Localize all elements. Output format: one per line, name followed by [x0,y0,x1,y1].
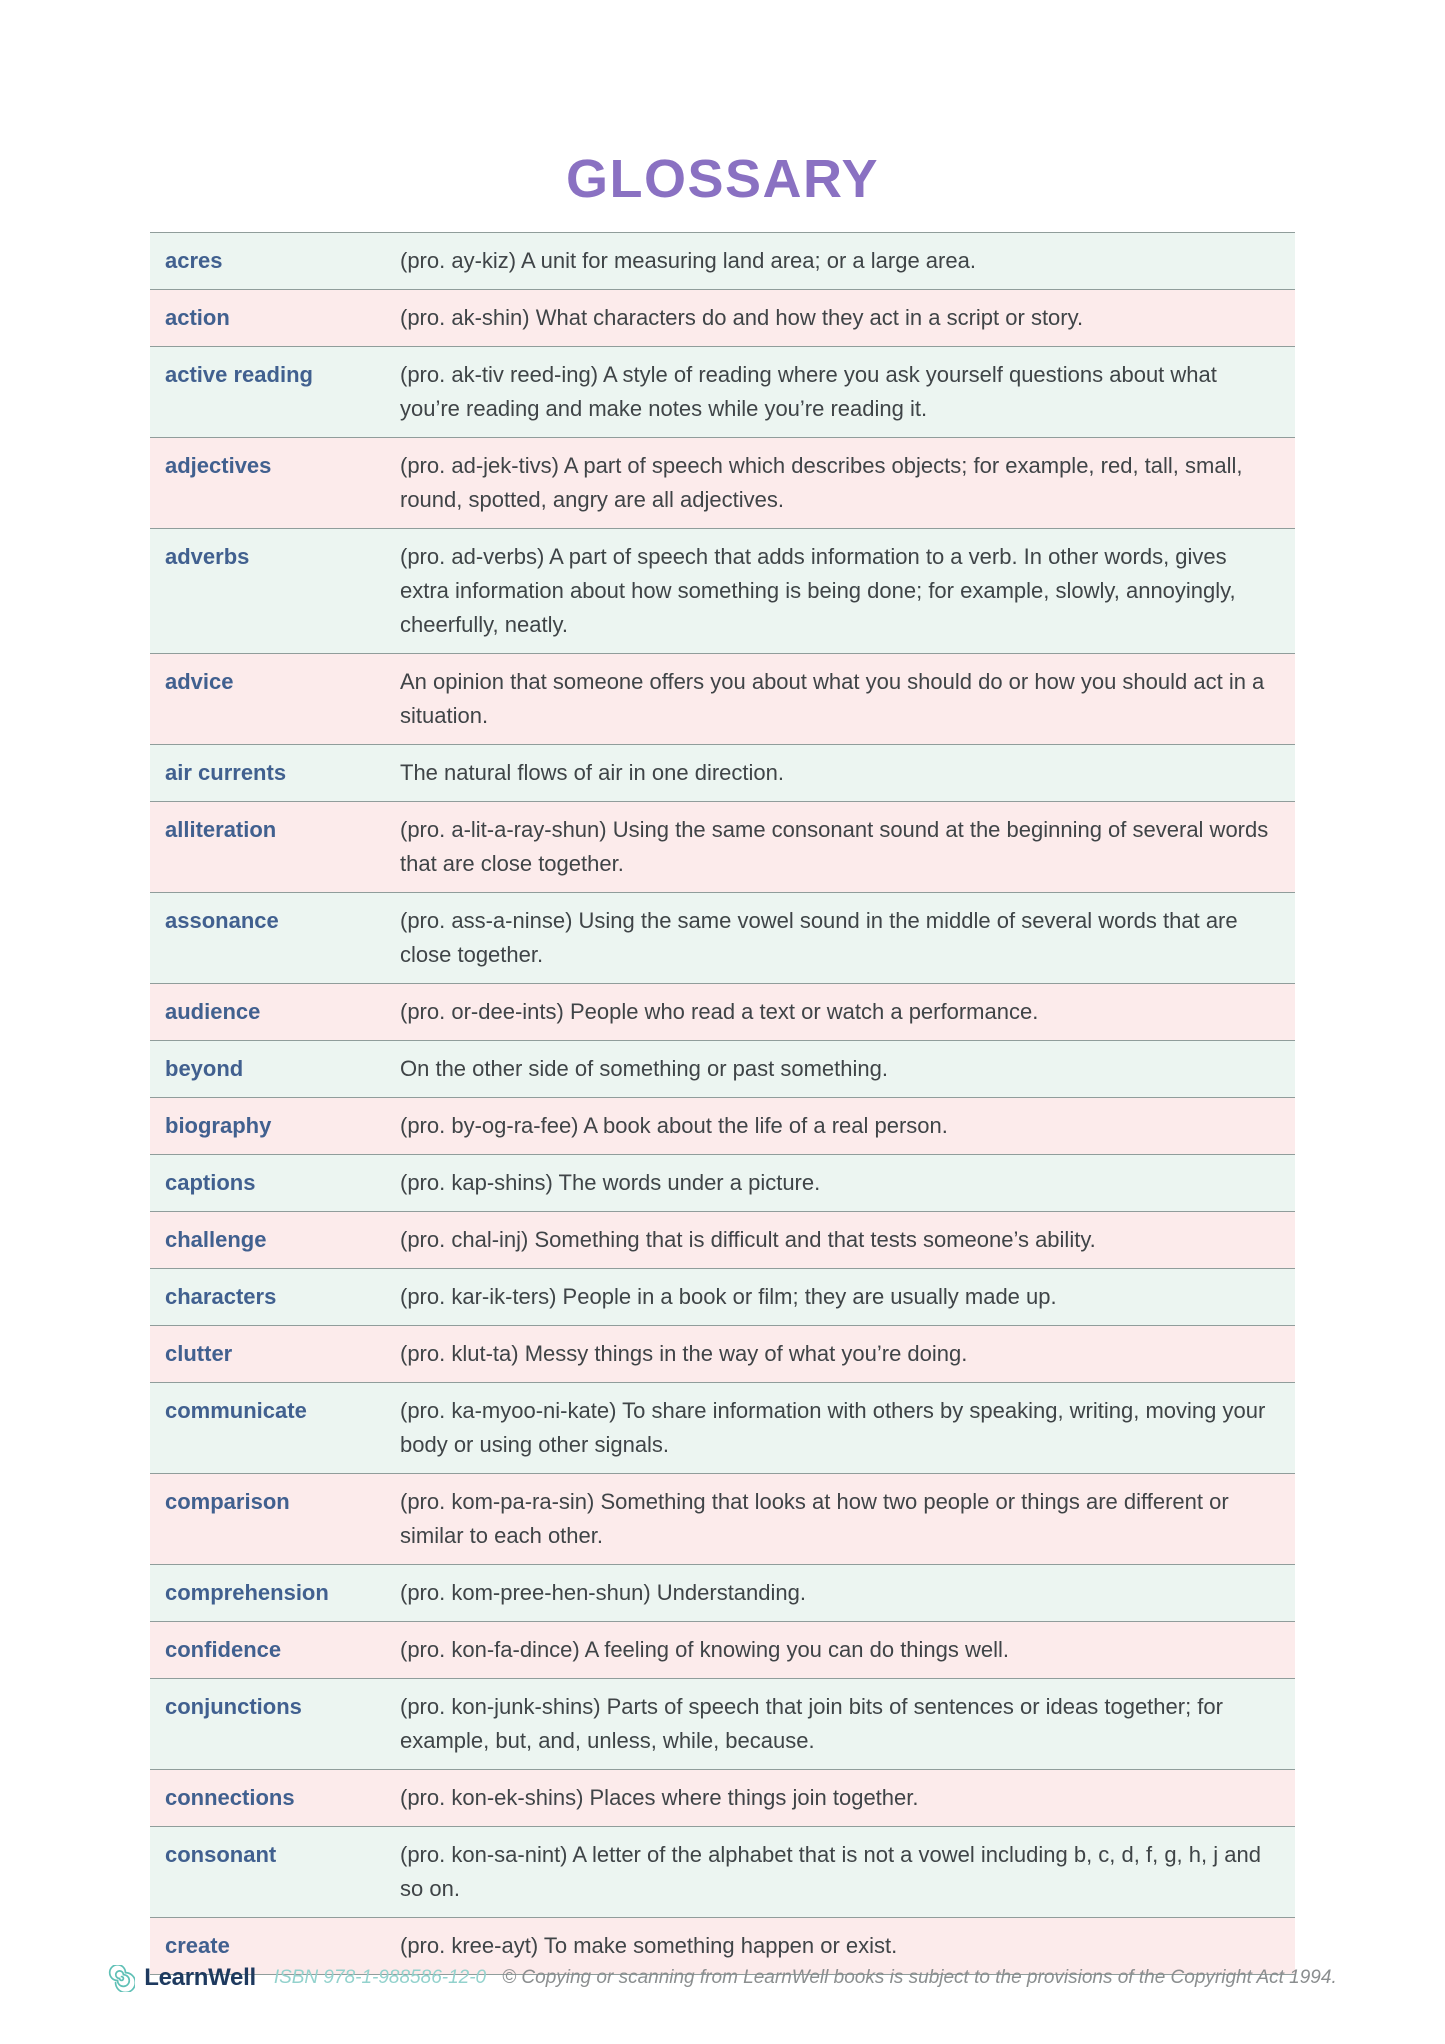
glossary-definition: (pro. ay-kiz) A unit for measuring land area; or a large area. [400,248,976,273]
glossary-definition: (pro. chal-inj) Something that is difficult and that tests someone’s ability. [400,1227,1096,1252]
glossary-definition: (pro. by-og-ra-fee) A book about the life of a real person. [400,1113,948,1138]
glossary-term: advice [165,669,234,694]
glossary-row [150,233,1295,290]
glossary-row [150,893,1295,984]
glossary-row [150,1383,1295,1474]
glossary-row [150,290,1295,347]
glossary-definition: The natural flows of air in one direction. [400,760,784,785]
glossary-row [150,1212,1295,1269]
glossary-definition: (pro. kon-sa-nint) A letter of the alphabet that is not a vowel including b, c, d, f, g, h, j and so on. [400,1842,1261,1901]
glossary-definition: (pro. kon-fa-dince) A feeling of knowing you can do things well. [400,1637,1010,1662]
glossary-row [150,1474,1295,1565]
glossary-definition: (pro. kar-ik-ters) People in a book or film; they are usually made up. [400,1284,1057,1309]
glossary-row [150,1041,1295,1098]
brand-name: LearnWell [144,1964,256,1991]
glossary-term: audience [165,999,261,1024]
glossary-definition: (pro. kon-junk-shins) Parts of speech that join bits of sentences or ideas together; for example, but, and, unless, while, because. [400,1694,1223,1753]
glossary-row [150,745,1295,802]
glossary-definition: (pro. kree-ayt) To make something happen or exist. [400,1933,898,1958]
glossary-row [150,984,1295,1041]
glossary-definition: On the other side of something or past something. [400,1056,888,1081]
glossary-term: communicate [165,1398,307,1423]
glossary-term: active reading [165,362,313,387]
glossary-definition: (pro. ak-tiv reed-ing) A style of reading where you ask yourself questions about what you’re reading and make notes while you’re reading it. [400,362,1217,421]
glossary-row [150,1326,1295,1383]
glossary-term: create [165,1933,230,1958]
glossary-row [150,1269,1295,1326]
glossary-definition: (pro. ad-verbs) A part of speech that adds information to a verb. In other words, gives extra information about how something is being done; for example, slowly, annoyingly, cheerfully, neatly. [400,544,1236,637]
glossary-term: adjectives [165,453,272,478]
glossary-definition: (pro. kap-shins) The words under a picture. [400,1170,821,1195]
glossary-definition: (pro. kom-pa-ra-sin) Something that looks at how two people or things are different or similar to each other. [400,1489,1229,1548]
glossary-row [150,1679,1295,1770]
glossary-definition: (pro. ka-myoo-ni-kate) To share information with others by speaking, writing, moving your body or using other signals. [400,1398,1266,1457]
glossary-row [150,1155,1295,1212]
glossary-term: characters [165,1284,277,1309]
glossary-row [150,654,1295,745]
copyright-text: © Copying or scanning from LearnWell books is subject to the provisions of the Copyright Act 1994. [502,1967,1337,1988]
glossary-row [150,1827,1295,1918]
glossary-definition: (pro. kom-pree-hen-shun) Understanding. [400,1580,806,1605]
glossary-definition: (pro. or-dee-ints) People who read a text or watch a performance. [400,999,1039,1024]
glossary-term: biography [165,1113,272,1138]
swirl-logo-icon [108,1965,135,1992]
glossary-term: conjunctions [165,1694,302,1719]
glossary-term: captions [165,1170,256,1195]
glossary-term: acres [165,248,223,273]
isbn-text: ISBN 978-1-988586-12-0 [273,1967,487,1988]
glossary-term: alliteration [165,817,277,842]
glossary-definition: (pro. ass-a-ninse) Using the same vowel sound in the middle of several words that are close together. [400,908,1238,967]
glossary-row [150,438,1295,529]
page-footer [0,1964,1445,1992]
glossary-definition: (pro. a-lit-a-ray-shun) Using the same consonant sound at the beginning of several words that are close together. [400,817,1269,876]
glossary-table [150,232,1295,1975]
glossary-row [150,1622,1295,1679]
glossary-term: adverbs [165,544,250,569]
page-title: GLOSSARY [565,149,880,209]
glossary-definition: (pro. ak-shin) What characters do and how they act in a script or story. [400,305,1084,330]
glossary-row [150,347,1295,438]
glossary-term: clutter [165,1341,233,1366]
glossary-row [150,802,1295,893]
glossary-definition: (pro. ad-jek-tivs) A part of speech which describes objects; for example, red, tall, small, round, spotted, angry are all adjectives. [400,453,1243,512]
glossary-term: comparison [165,1489,290,1514]
glossary-term: assonance [165,908,279,933]
glossary-definition: An opinion that someone offers you about what you should do or how you should act in a situation. [400,669,1265,728]
glossary-definition: (pro. klut-ta) Messy things in the way of what you’re doing. [400,1341,968,1366]
glossary-term: consonant [165,1842,277,1867]
glossary-term: beyond [165,1056,244,1081]
glossary-definition: (pro. kon-ek-shins) Places where things join together. [400,1785,919,1810]
glossary-term: action [165,305,230,330]
glossary-term: confidence [165,1637,282,1662]
glossary-row [150,1770,1295,1827]
glossary-term: air currents [165,760,287,785]
glossary-term: connections [165,1785,295,1810]
glossary-row [150,529,1295,654]
glossary-term: challenge [165,1227,267,1252]
glossary-row [150,1098,1295,1155]
glossary-term: comprehension [165,1580,329,1605]
glossary-row [150,1565,1295,1622]
